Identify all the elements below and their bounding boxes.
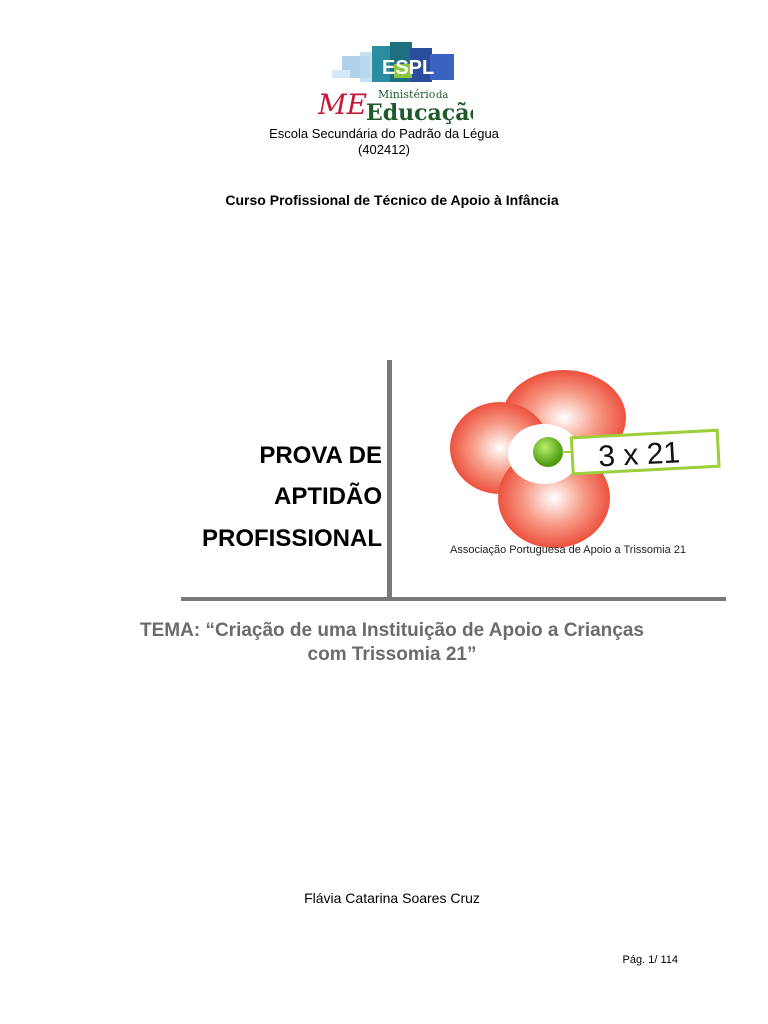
logo-badge-text: 3 x 21 [597,436,681,474]
espl-logo [332,40,462,90]
course-title: Curso Profissional de Técnico de Apoio à Infância [225,192,559,208]
school-code: (402412) [357,142,411,157]
title-line-1: PROVA DE [259,442,382,469]
logo-caption: Associação Portuguesa de Apoio a Trissomia 21 [450,544,687,556]
theme [100,619,684,667]
ministry-education-logo [318,86,473,124]
author-name: Flávia Catarina Soares Cruz [304,890,480,906]
me-mark: ME [318,88,368,121]
title-line-2: APTIDÃO [274,483,382,510]
theme-line-2: com Trissomia 21” [307,644,477,665]
theme-line-1: TEMA: “Criação de uma Instituição de Apoio a Crianças [140,620,644,641]
espl-logo-text: ESPL [382,57,435,79]
horizontal-divider [181,597,726,601]
education-label: Educação [366,100,473,124]
school-name: Escola Secundária do Padrão da Légua [269,126,499,141]
page-number: Pág. 1/ 114 [622,954,678,966]
ministry-da-label: da [436,90,449,101]
logo-center-dot [533,437,563,467]
ministry-label: Ministério [378,88,436,101]
vertical-divider [387,360,392,600]
title-line-3: PROFISSIONAL [201,525,382,552]
association-logo [412,366,722,566]
